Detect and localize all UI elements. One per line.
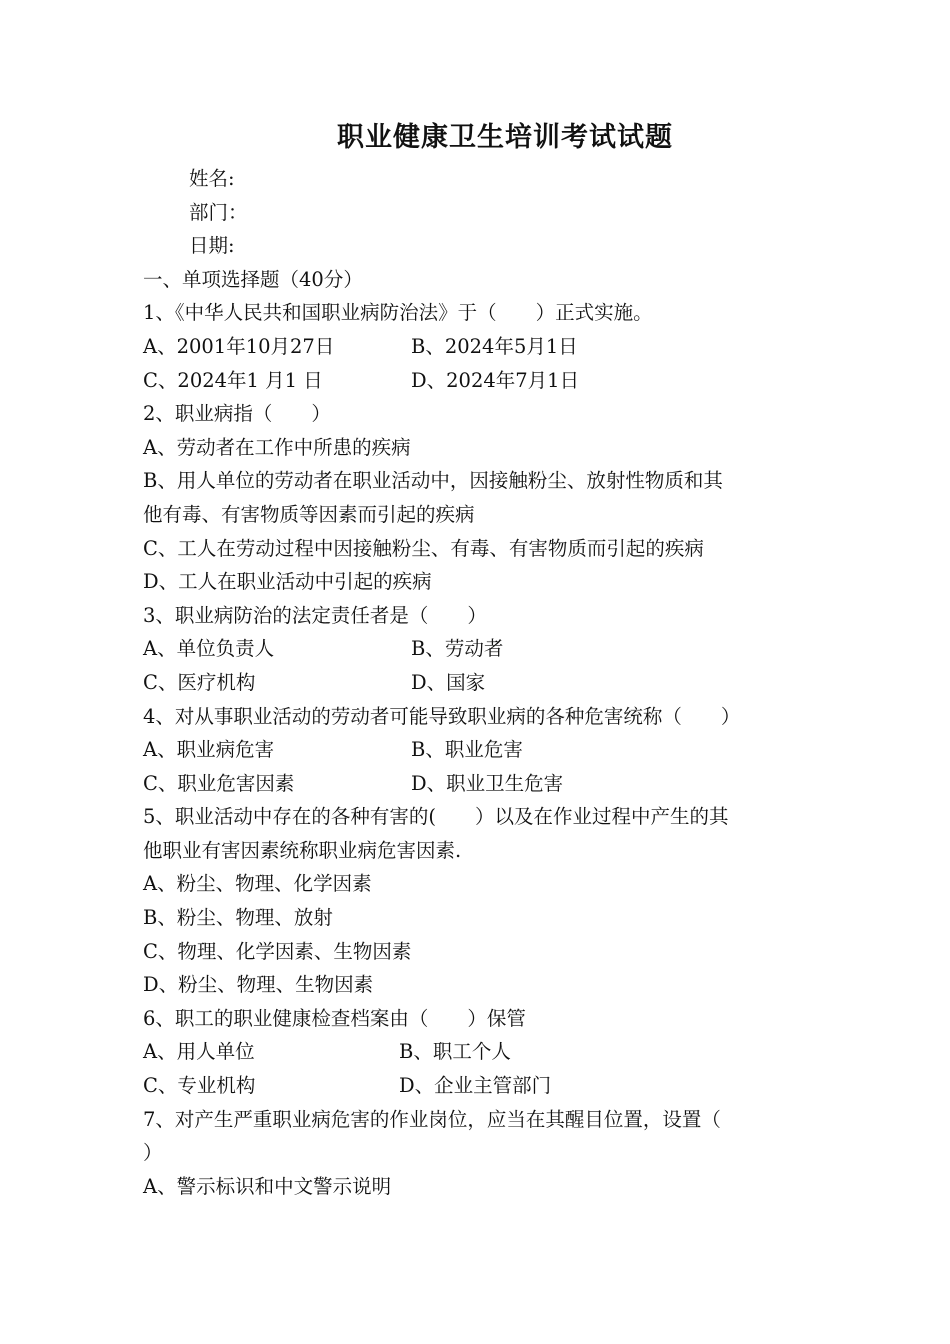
- option-d: D、企业主管部门: [399, 1074, 552, 1098]
- question-1-options-row-1: [143, 330, 813, 364]
- document-body: [143, 162, 813, 1203]
- option-c: C、工人在劳动过程中因接触粉尘、有毒、有害物质而引起的疾病: [143, 536, 704, 560]
- question-6: 6、职工的职业健康检查档案由（ ）保管: [143, 1006, 526, 1030]
- option-d: D、工人在职业活动中引起的疾病: [143, 570, 432, 594]
- option-b: B、职工个人: [399, 1040, 511, 1064]
- question-6-options-row-1: [143, 1035, 813, 1069]
- option-d: D、国家: [411, 670, 486, 694]
- question-4-options-row-1: [143, 733, 813, 767]
- option-a: A、劳动者在工作中所患的疾病: [143, 435, 411, 459]
- option-c: C、专业机构: [143, 1074, 256, 1098]
- option-a: A、用人单位: [143, 1040, 255, 1064]
- name-field-label: 姓名:: [189, 167, 235, 190]
- option-b: B、职业危害: [411, 738, 523, 762]
- department-field-label: 部门：: [189, 200, 248, 224]
- question-5: 5、职业活动中存在的各种有害的( ）以及在作业过程中产生的其: [143, 805, 729, 829]
- option-b: B、劳动者: [411, 637, 504, 661]
- date-field-label: 日期:: [189, 234, 235, 258]
- option-c: C、职业危害因素: [143, 771, 295, 795]
- question-6-options-row-2: [143, 1069, 813, 1103]
- question-7-continued: ）: [143, 1141, 163, 1165]
- question-4-options-row-2: [143, 767, 813, 801]
- page-title: 职业健康卫生培训考试试题: [337, 122, 673, 153]
- option-d: D、职业卫生危害: [411, 771, 564, 795]
- question-7: 7、对产生严重职业病危害的作业岗位，应当在其醒目位置，设置（: [143, 1107, 721, 1131]
- question-3: 3、职业病防治的法定责任者是（ ）: [143, 603, 487, 627]
- option-a: A、单位负责人: [143, 637, 275, 661]
- option-b-continued: 他有毒、有害物质等因素而引起的疾病: [143, 502, 475, 526]
- option-c: C、医疗机构: [143, 670, 256, 694]
- option-d: D、2024年7月1日: [411, 368, 580, 392]
- question-3-options-row-2: [143, 666, 813, 700]
- section-heading: 一、单项选择题（40分）: [143, 267, 363, 291]
- option-a: A、职业病危害: [143, 738, 275, 762]
- question-1: 1、《中华人民共和国职业病防治法》于（ ）正式实施。: [143, 301, 653, 325]
- question-2: 2、职业病指（ ）: [143, 402, 331, 426]
- option-b: B、粉尘、物理、放射: [143, 906, 333, 930]
- question-3-options-row-1: [143, 632, 813, 666]
- option-c: C、物理、化学因素、生物因素: [143, 939, 412, 963]
- option-b: B、用人单位的劳动者在职业活动中，因接触粉尘、放射性物质和其: [143, 469, 723, 493]
- option-a: A、2001年10月27日: [143, 334, 335, 358]
- option-a: A、警示标识和中文警示说明: [143, 1174, 392, 1198]
- question-5-continued: 他职业有害因素统称职业病危害因素.: [143, 838, 462, 862]
- option-d: D、粉尘、物理、生物因素: [143, 973, 374, 997]
- question-4: 4、对从事职业活动的劳动者可能导致职业病的各种危害统称（ ）: [143, 704, 741, 728]
- option-c: C、2024年1 月1 日: [143, 368, 323, 392]
- question-1-options-row-2: [143, 364, 813, 398]
- option-b: B、2024年5月1日: [411, 334, 578, 358]
- option-a: A、粉尘、物理、化学因素: [143, 872, 372, 896]
